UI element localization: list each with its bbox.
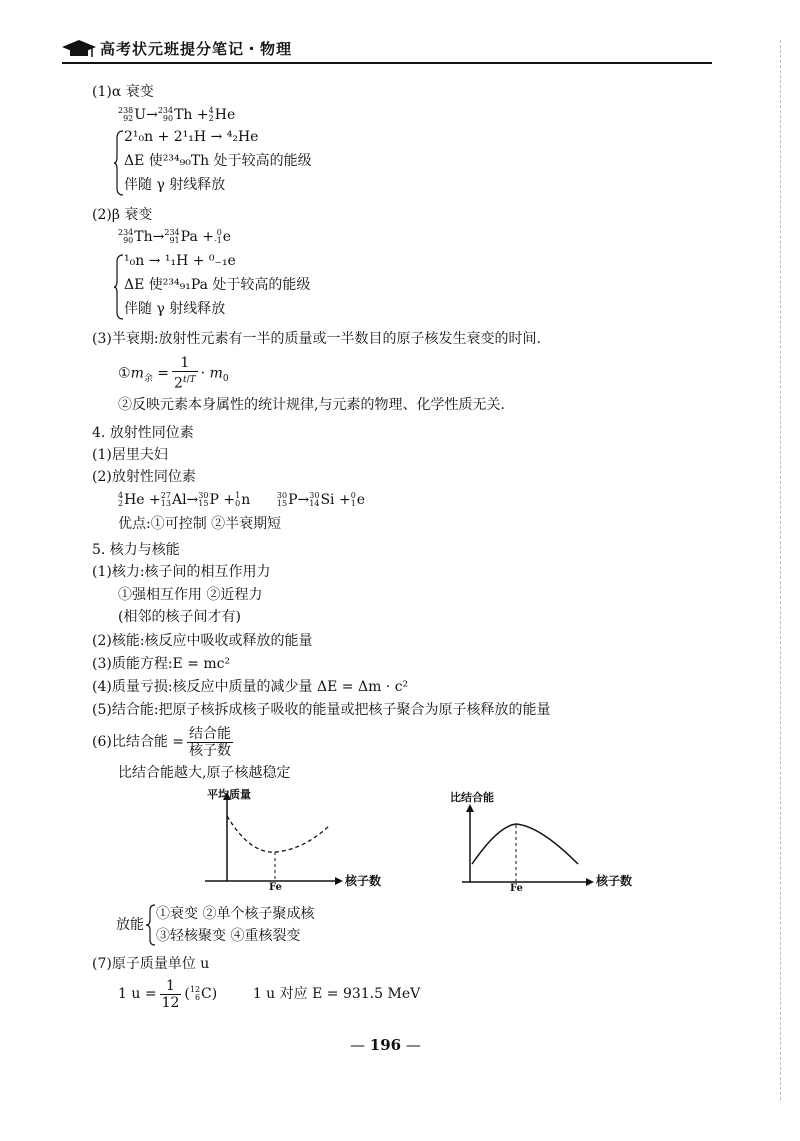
nuclear-force: (1)核力:核子间的相互作用力	[92, 564, 271, 580]
nuclear-force-props: ①强相互作用 ②近程力	[118, 587, 263, 603]
average-mass-graph	[195, 786, 395, 896]
specific-binding-energy: (6)比结合能 = $\frac{\text{结合能}}{\text{核子数}}$	[92, 725, 232, 759]
page-number: — 196 —	[350, 1036, 421, 1054]
half-life-note: ②反映元素本身属性的统计规律,与元素的物理、化学性质无关.	[118, 397, 505, 413]
section-4-item-2: (2)放射性同位素	[92, 469, 196, 485]
beta-brace-row-1: ¹₀n → ¹₁H + ⁰₋₁e	[124, 253, 236, 269]
brace-icon	[146, 904, 156, 946]
graph1-xlabel: 核子数	[345, 874, 382, 888]
beta-brace-row-2: ΔE 使²³⁴₉₁Pa 处于较高的能级	[124, 277, 311, 293]
half-life-formula: $①m_余$ = $\frac{1}{2^{t/T}}$ · $m_0$	[118, 355, 229, 392]
beta-decay-title: (2)β 衰变	[92, 207, 153, 223]
page-edge	[780, 40, 782, 1100]
section-5-title: 5. 核力与核能	[92, 542, 180, 558]
alpha-brace-row-1: 2¹₀n + 2¹₁H → ⁴₂He	[124, 129, 259, 145]
mass-energy-equation: (3)质能方程:E = mc²	[92, 656, 231, 672]
beta-brace-row-3: 伴随 γ 射线释放	[124, 301, 226, 317]
release-label: 放能	[116, 917, 144, 933]
graph2-xlabel: 核子数	[596, 874, 633, 888]
graph2-ylabel: 比结合能	[450, 791, 494, 804]
header-rule	[62, 62, 712, 64]
isotope-equations: 4 2 He + 27 13 Al→ 30 15 P + 1 0 n 30 15 P→ 30 14 Si + 0 1 e	[118, 491, 366, 508]
half-life-title: (3)半衰期:放射性元素有一半的质量或一半数目的原子核发生衰变的时间.	[92, 331, 541, 347]
nuclear-energy: (2)核能:核反应中吸收或释放的能量	[92, 633, 313, 649]
alpha-brace-row-2: ΔE 使²³⁴₉₀Th 处于较高的能级	[124, 153, 312, 169]
brace-icon	[114, 130, 124, 196]
graph2-fe-label: Fe	[510, 883, 523, 894]
beta-decay-equation: 234 90 Th→ 234 91 Pa + 0 -1 e	[118, 228, 232, 245]
atomic-mass-unit-equation: 1 u = $\frac{1}{12}$ ( 12 6 C) 1 u 对应 E = 931.5 MeV	[118, 977, 421, 1011]
atomic-mass-unit-title: (7)原子质量单位 u	[92, 956, 210, 972]
alpha-decay-title: (1)α 衰变	[92, 84, 154, 100]
stability-note: 比结合能越大,原子核越稳定	[118, 765, 291, 781]
alpha-brace-row-3: 伴随 γ 射线释放	[124, 177, 226, 193]
alpha-decay-equation: 238 92 U→ 234 90 Th + 4 2 He	[118, 106, 236, 123]
section-4-item-1: (1)居里夫妇	[92, 447, 168, 463]
graduation-cap-icon	[62, 38, 96, 60]
section-4-title: 4. 放射性同位素	[92, 425, 194, 441]
isotope-advantages: 优点:①可控制 ②半衰期短	[118, 516, 282, 532]
graph1-fe-label: Fe	[269, 882, 282, 893]
header-title: 高考状元班提分笔记・物理	[100, 40, 293, 58]
release-item-1: ①衰变 ②单个核子聚成核	[156, 906, 315, 922]
binding-energy-graph	[450, 786, 640, 896]
page-header	[62, 34, 712, 64]
binding-energy: (5)结合能:把原子核拆成核子吸收的能量或把核子聚合为原子核释放的能量	[92, 702, 551, 718]
brace-icon	[114, 254, 124, 320]
graph1-ylabel: 平均质量	[207, 788, 251, 801]
nuclear-force-range: (相邻的核子间才有)	[118, 609, 241, 625]
mass-defect: (4)质量亏损:核反应中质量的减少量 ΔE = Δm · c²	[92, 679, 409, 695]
release-item-2: ③轻核聚变 ④重核裂变	[156, 928, 301, 944]
